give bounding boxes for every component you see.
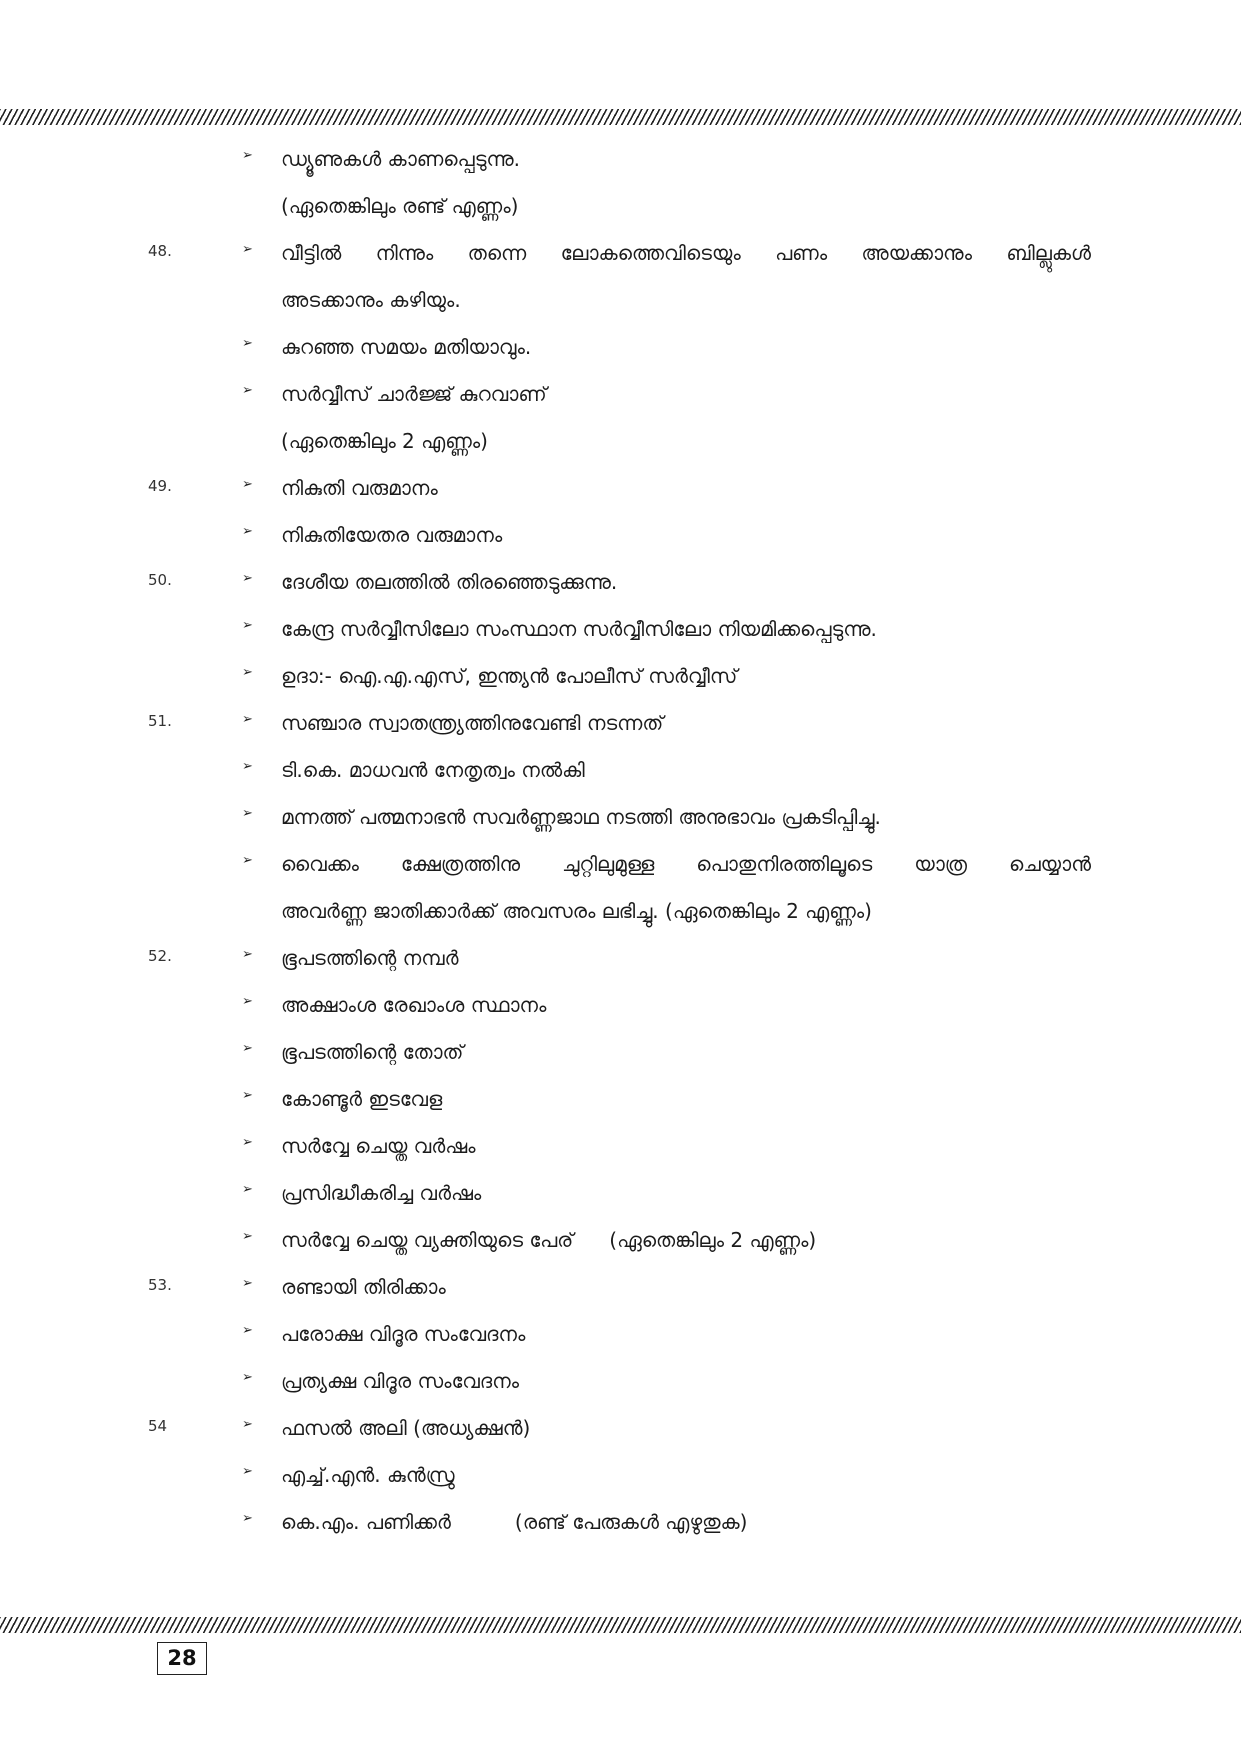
question-number: 50. [148,571,172,589]
bottom-hatch-border [0,1617,1241,1633]
list-item [0,563,1241,603]
answer-text [281,567,1091,597]
answer-note: (രണ്ട് പേരുകൾ എഴുതുക) [514,1510,748,1534]
list-item [0,1221,1241,1261]
arrow-bullet-icon: ➢ [242,618,253,633]
list-item [0,281,1241,321]
answer-line: ടി.കെ. മാധവൻ നേതൃത്വം നൽകി [281,758,585,782]
arrow-bullet-icon: ➢ [242,1511,253,1526]
answer-text [281,802,1091,832]
answer-text [281,1178,1091,1208]
arrow-bullet-icon: ➢ [242,1417,253,1432]
question-number: 53. [148,1276,172,1294]
list-item [0,657,1241,697]
answer-text [281,473,1091,503]
arrow-bullet-icon: ➢ [242,1464,253,1479]
answer-text [281,1366,1091,1396]
arrow-bullet-icon: ➢ [242,759,253,774]
list-item [0,1268,1241,1308]
answer-line: അക്ഷാംശ രേഖാംശ സ്ഥാനം [281,993,547,1017]
arrow-bullet-icon: ➢ [242,947,253,962]
answer-line: അവർണ്ണ ജാതിക്കാർക്ക് അവസരം ലഭിച്ചു. (ഏതെങ്കിലും 2 എണ്ണം) [281,899,872,923]
answer-line: രണ്ടായി തിരിക്കാം [281,1275,446,1299]
list-item [0,422,1241,462]
list-item [0,1033,1241,1073]
answer-text [281,379,1091,409]
list-item [0,375,1241,415]
answer-line: കെ.എം. പണിക്കർ [281,1510,451,1534]
answer-text [281,1507,1091,1537]
answer-line: (ഏതെങ്കിലും 2 എണ്ണം) [281,429,488,453]
answer-text [281,1225,1091,1255]
list-item [0,845,1241,885]
list-item [0,892,1241,932]
question-number: 51. [148,712,172,730]
answer-line: സർവ്വേ ചെയ്ത വ്യക്തിയുടെ പേര് [281,1228,574,1252]
answer-text [281,1084,1091,1114]
list-item [0,469,1241,509]
arrow-bullet-icon: ➢ [242,665,253,680]
arrow-bullet-icon: ➢ [242,571,253,586]
answer-line: മന്നത്ത് പത്മനാഭൻ സവർണ്ണജാഥ നടത്തി അനുഭാവം പ്രകടിപ്പിച്ചു. [281,805,881,829]
answer-text [281,238,1091,268]
arrow-bullet-icon: ➢ [242,1229,253,1244]
question-number: 49. [148,477,172,495]
list-item [0,986,1241,1026]
arrow-bullet-icon: ➢ [242,242,253,257]
answer-text [281,426,1091,456]
arrow-bullet-icon: ➢ [242,1041,253,1056]
answer-line: നികുതിയേതര വരുമാനം [281,523,503,547]
answer-line: സഞ്ചാര സ്വാതന്ത്ര്യത്തിനുവേണ്ടി നടന്നത് [281,711,664,735]
list-item [0,187,1241,227]
answer-line: (ഏതെങ്കിലും രണ്ട് എണ്ണം) [281,194,519,218]
list-item [0,1127,1241,1167]
list-item [0,1456,1241,1496]
arrow-bullet-icon: ➢ [242,148,253,163]
arrow-bullet-icon: ➢ [242,853,253,868]
list-item [0,798,1241,838]
answer-text [281,1037,1091,1067]
answer-text [281,332,1091,362]
answer-line: സർവ്വീസ് ചാർജ്ജ് കുറവാണ് [281,382,547,406]
answer-text [281,144,1091,174]
answer-text [281,755,1091,785]
arrow-bullet-icon: ➢ [242,336,253,351]
answer-text [281,708,1091,738]
answer-text [281,661,1091,691]
arrow-bullet-icon: ➢ [242,524,253,539]
answer-line: ഉദാ:- ഐ.എ.എസ്, ഇന്ത്യൻ പോലീസ് സർവ്വീസ് [281,664,738,688]
list-item [0,1362,1241,1402]
answer-line: കുറഞ്ഞ സമയം മതിയാവും. [281,335,532,359]
answer-line: സർവ്വേ ചെയ്ത വർഷം [281,1134,476,1158]
answer-text [281,191,1091,221]
answer-text [281,1319,1091,1349]
list-item [0,751,1241,791]
answer-line: എച്ച്.എൻ. കുൻസ്രു [281,1463,455,1487]
answer-line: ഭൂപടത്തിന്റെ തോത് [281,1040,464,1064]
answer-line: ഭൂപടത്തിന്റെ നമ്പർ [281,946,459,970]
answer-text [281,1413,1091,1443]
answer-line: പരോക്ഷ വിദൂര സംവേദനം [281,1322,526,1346]
answer-line: വീട്ടിൽ നിന്നും തന്നെ ലോകത്തെവിടെയും പണം അയക്കാനും ബില്ലുകൾ [281,241,1091,265]
answer-line: ഡ്യൂണുകൾ കാണപ്പെടുന്നു. [281,147,521,171]
answer-text [281,896,1091,926]
question-number: 48. [148,242,172,260]
list-item [0,610,1241,650]
answer-text [281,1272,1091,1302]
list-item [0,1174,1241,1214]
arrow-bullet-icon: ➢ [242,1182,253,1197]
arrow-bullet-icon: ➢ [242,1370,253,1385]
answer-line: പ്രസിദ്ധീകരിച്ച വർഷം [281,1181,482,1205]
list-item [0,328,1241,368]
answer-line: കോണ്ടൂർ ഇടവേള [281,1087,443,1111]
answer-text [281,849,1091,879]
arrow-bullet-icon: ➢ [242,1135,253,1150]
answer-line: കേന്ദ്ര സർവ്വീസിലോ സംസ്ഥാന സർവ്വീസിലോ നിയമിക്കപ്പെടുന്നു. [281,617,877,641]
question-number: 54 [148,1417,168,1435]
arrow-bullet-icon: ➢ [242,806,253,821]
arrow-bullet-icon: ➢ [242,383,253,398]
answer-line: പ്രത്യക്ഷ വിദൂര സംവേദനം [281,1369,520,1393]
answer-line: ദേശീയ തലത്തിൽ തിരഞ്ഞെടുക്കുന്നു. [281,570,618,594]
answer-line: നികുതി വരുമാനം [281,476,438,500]
arrow-bullet-icon: ➢ [242,712,253,727]
answer-line: അടക്കാനും കഴിയും. [281,288,461,312]
answer-text [281,1131,1091,1161]
list-item [0,1409,1241,1449]
answer-text [281,520,1091,550]
answer-note: (ഏതെങ്കിലും 2 എണ്ണം) [609,1228,817,1252]
answer-line: ഫസൽ അലി (അധ്യക്ഷൻ) [281,1416,531,1440]
answer-text [281,285,1091,315]
question-number: 52. [148,947,172,965]
page-number: 28 [157,1642,207,1675]
list-item [0,1080,1241,1120]
arrow-bullet-icon: ➢ [242,1088,253,1103]
list-item [0,516,1241,556]
list-item [0,140,1241,180]
arrow-bullet-icon: ➢ [242,477,253,492]
list-item [0,939,1241,979]
list-item [0,234,1241,274]
list-item [0,1503,1241,1543]
answer-text [281,614,1091,644]
arrow-bullet-icon: ➢ [242,1323,253,1338]
arrow-bullet-icon: ➢ [242,994,253,1009]
arrow-bullet-icon: ➢ [242,1276,253,1291]
list-item [0,1315,1241,1355]
list-item [0,704,1241,744]
answer-text [281,1460,1091,1490]
answer-text [281,990,1091,1020]
answer-line: വൈക്കം ക്ഷേത്രത്തിനു ചുറ്റിലുമുള്ള പൊതുനിരത്തിലൂടെ യാത്ര ചെയ്യാൻ [281,852,1091,876]
answer-text [281,943,1091,973]
